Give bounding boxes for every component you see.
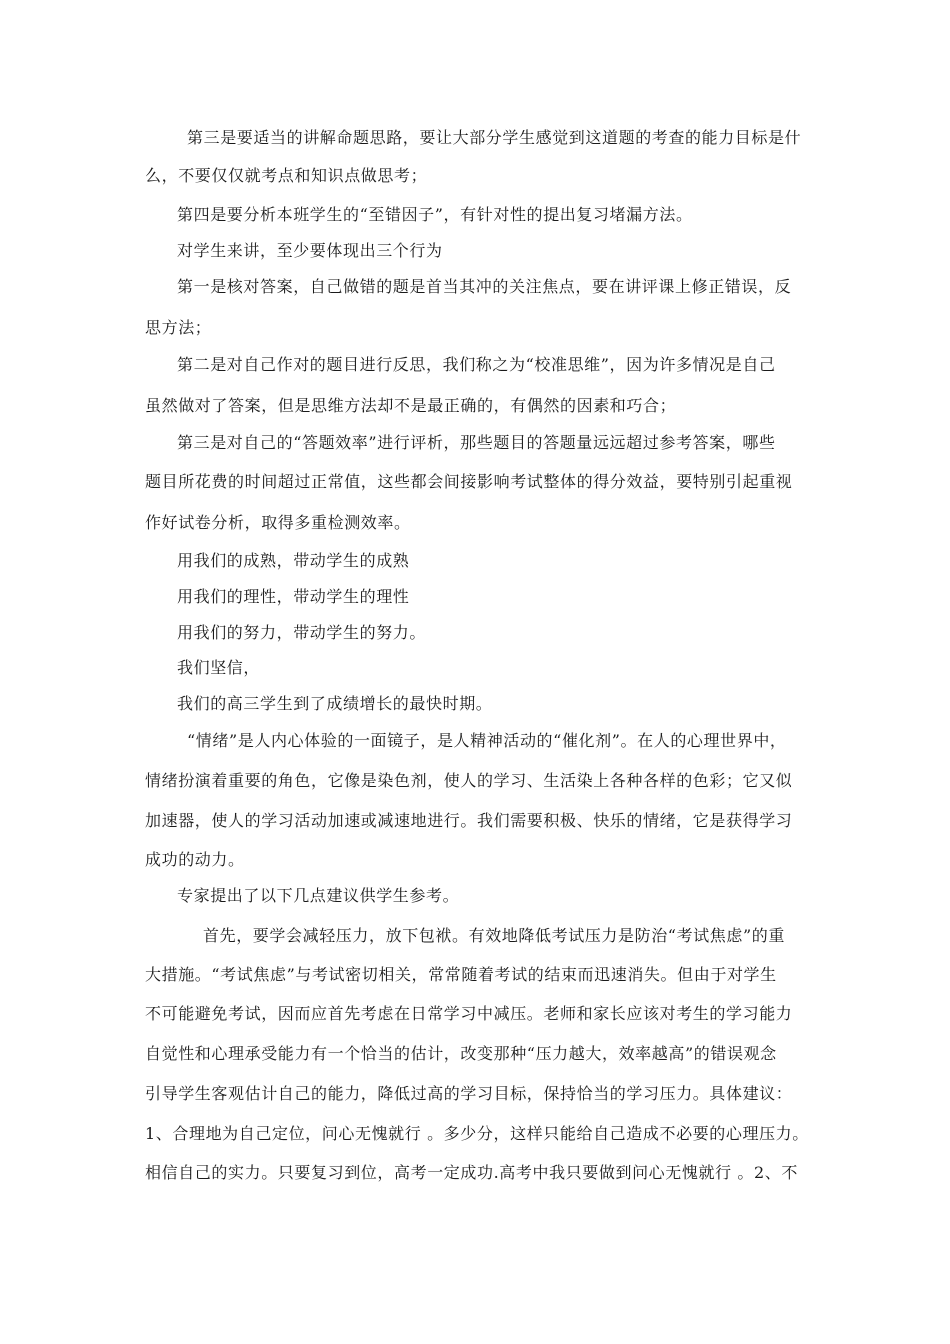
text-line: 专家提出了以下几点建议供学生参考。 <box>177 886 460 905</box>
text-line: 我们坚信， <box>177 658 261 677</box>
text-line: 加速器，使人的学习活动加速或减速地进行。我们需要积极、快乐的情绪，它是获得学习 <box>145 811 793 830</box>
text-line: 大措施。“考试焦虑”与考试密切相关，常常随着考试的结束而迅速消失。但由于对学生 <box>145 965 777 984</box>
text-line: 第四是要分析本班学生的“至错因子”，有针对性的提出复习堵漏方法。 <box>177 205 693 224</box>
text-line: 我们的高三学生到了成绩增长的最快时期。 <box>177 694 493 713</box>
text-line: 题目所花费的时间超过正常值，这些都会间接影响考试整体的得分效益，要特别引起重视 <box>145 472 793 491</box>
text-line: 第三是要适当的讲解命题思路，要让大部分学生感觉到这道题的考查的能力目标是什 <box>187 128 802 147</box>
text-line: “情绪”是人内心体验的一面镜子，是人精神活动的“催化剂”。在人的心理世界中， <box>187 731 787 750</box>
text-line: 1、合理地为自己定位，问心无愧就行 。多少分，这样只能给自己造成不必要的心理压力。 <box>145 1124 809 1143</box>
text-line: 不可能避免考试，因而应首先考虑在日常学习中减压。老师和家长应该对考生的学习能力 <box>145 1004 793 1023</box>
text-line: 作好试卷分析，取得多重检测效率。 <box>145 513 411 532</box>
text-line: 相信自己的实力。只要复习到位，高考一定成功.高考中我只要做到问心无愧就行 。2、不 <box>145 1163 798 1182</box>
text-line: 对学生来讲，至少要体现出三个行为 <box>177 241 443 260</box>
text-line: 虽然做对了答案，但是思维方法却不是最正确的，有偶然的因素和巧合； <box>145 396 677 415</box>
text-line: 第二是对自己作对的题目进行反思，我们称之为“校准思维”，因为许多情况是自己 <box>177 355 776 374</box>
text-line: 用我们的成熟，带动学生的成熟 <box>177 551 410 570</box>
text-line: 第三是对自己的“答题效率”进行评析，那些题目的答题量远远超过参考答案，哪些 <box>177 433 776 452</box>
text-line: 引导学生客观估计自己的能力，降低过高的学习目标，保持恰当的学习压力。具体建议： <box>145 1084 793 1103</box>
text-line: 情绪扮演着重要的角色，它像是染色剂，使人的学习、生活染上各种各样的色彩；它又似 <box>145 771 793 790</box>
text-line: 用我们的努力，带动学生的努力。 <box>177 623 427 642</box>
text-line: 么，不要仅仅就考点和知识点做思考； <box>145 166 428 185</box>
text-line: 用我们的理性，带动学生的理性 <box>177 587 410 606</box>
text-line: 第一是核对答案，自己做错的题是首当其冲的关注焦点，要在讲评课上修正错误，反 <box>177 277 792 296</box>
text-line: 思方法； <box>145 318 212 337</box>
text-line: 自觉性和心理承受能力有一个恰当的估计，改变那种“压力越大，效率越高”的错误观念 <box>145 1044 777 1063</box>
text-line: 成功的动力。 <box>145 850 245 869</box>
text-line: 首先，要学会减轻压力，放下包袱。有效地降低考试压力是防治“考试焦虑”的重 <box>203 926 785 945</box>
